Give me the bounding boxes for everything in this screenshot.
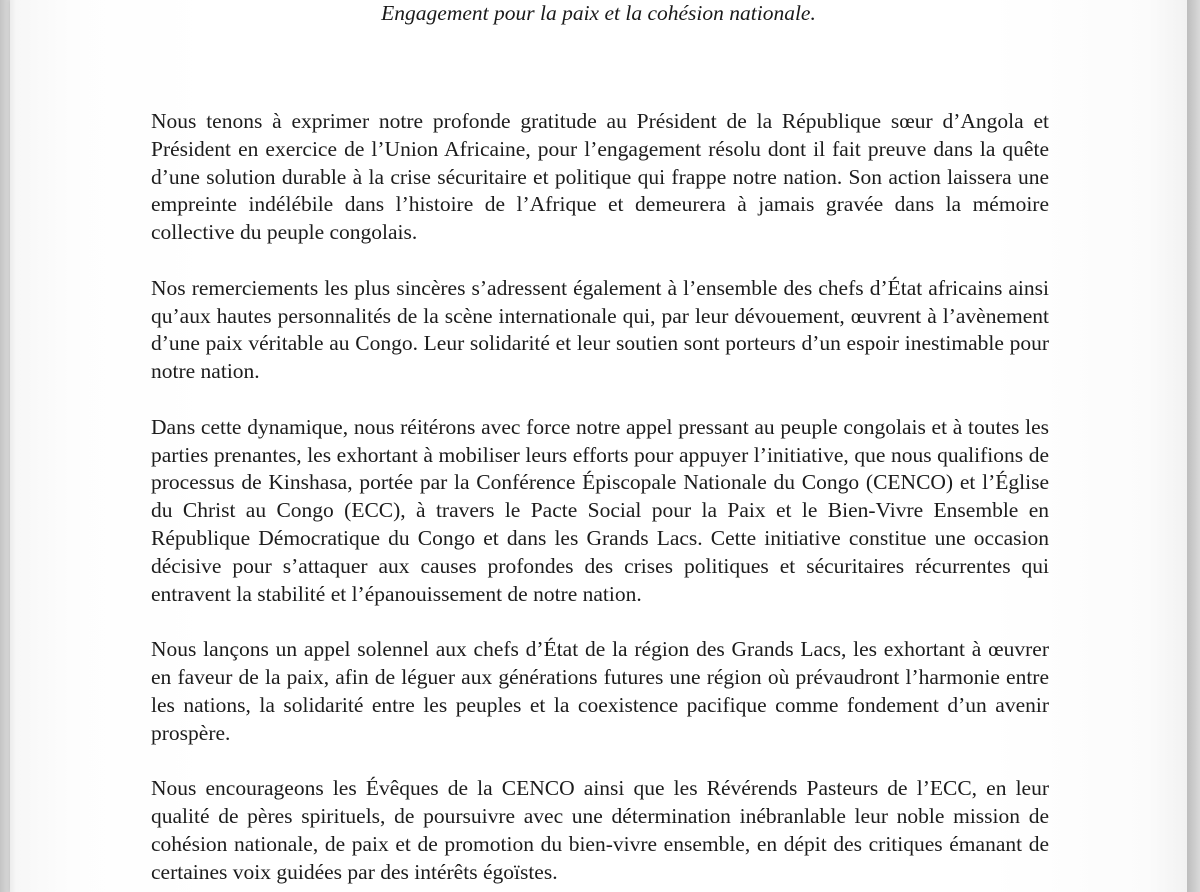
document-page	[10, 0, 1187, 892]
document-subtitle: Engagement pour la paix et la cohésion nationale.	[381, 1, 816, 25]
paragraph-encouragement: Nous encourageons les Évêques de la CENCO ainsi que les Révérends Pasteurs de l’ECC, en leur qualité de pères spirituels, de poursuivre avec une détermination inébranlable leur noble mission de cohésion nationale, de paix et de promotion du bien-vivre ensemble, en dépit des critiques émanant de certaines voix guidées par des intérêts égoïstes.	[151, 776, 1049, 884]
document-body	[151, 108, 1049, 892]
paragraph-gratitude: Nous tenons à exprimer notre profonde gratitude au Président de la République sœur d’Angola et Président en exercice de l’Union Africaine, pour l’engagement résolu dont il fait preuve dans la quête d’une solution durable à la crise sécuritaire et politique qui frappe notre nation. Son action laissera une empreinte indélébile dans l’histoire de l’Afrique et demeurera à jamais gravée dans la mémoire collective du peuple congolais.	[151, 109, 1049, 245]
paragraph-thanks: Nos remerciements les plus sincères s’adressent également à l’ensemble des chefs d’État africains ainsi qu’aux hautes personnalités de la scène internationale qui, par leur dévouement, œuvrent à l’avènement d’une paix véritable au Congo. Leur solidarité et leur soutien sont porteurs d’un espoir inestimable pour notre nation.	[151, 275, 1049, 384]
page-right-shadow	[1187, 0, 1200, 892]
paragraph-kinshasa-process: Dans cette dynamique, nous réitérons avec force notre appel pressant au peuple congolais et à toutes les parties prenantes, les exhortant à mobiliser leurs efforts pour appuyer l’initiative, que nous qualifions de processus de Kinshasa, portée par la Conférence Épiscopale Nationale du Congo (CENCO) et l’Église du Christ au Congo (ECC), à travers le Pacte Social pour la Paix et le Bien-Vivre Ensemble en République Démocratique du Congo et dans les Grands Lacs. Cette initiative constitue une occasion décisive pour s’attaquer aux causes profondes des crises politiques et sécuritaires récurrentes qui entravent la stabilité et l’épanouissement de notre nation.	[151, 414, 1049, 606]
page-left-shadow	[0, 0, 10, 892]
paragraph-great-lakes-appeal: Nous lançons un appel solennel aux chefs d’État de la région des Grands Lacs, les exhortant à œuvrer en faveur de la paix, afin de léguer aux générations futures une région où prévaudront l’harmonie entre les nations, la solidarité entre les peuples et la coexistence pacifique comme fondement d’un avenir prospère.	[151, 637, 1049, 745]
